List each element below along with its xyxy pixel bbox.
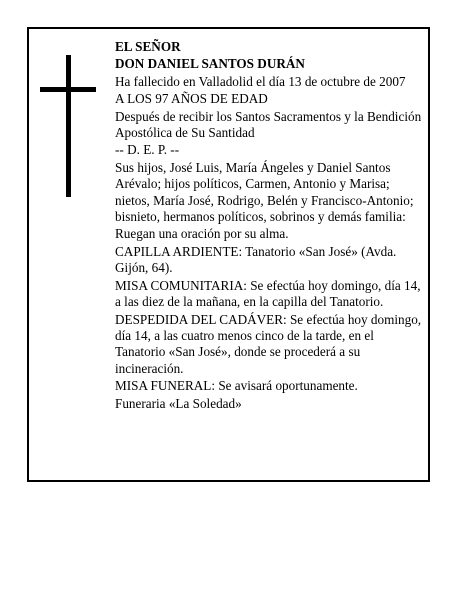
cross-vertical-bar bbox=[66, 55, 71, 197]
misa-comunitaria-paragraph: MISA COMUNITARIA: Se efectúa hoy domingo, día 14, a las diez de la mañana, en la capilla del Tanatorio. bbox=[115, 277, 421, 310]
despedida-paragraph: DESPEDIDA DEL CADÁVER: Se efectúa hoy domingo, día 14, a las cuatro menos cinco de la tarde, en el Tanatorio «San José», donde se procederá a su incineración. bbox=[115, 311, 422, 376]
capilla-paragraph: CAPILLA ARDIENTE: Tanatorio «San José» (Avda. Gijón, 64). bbox=[115, 243, 397, 276]
dep-line: -- D. E. P. -- bbox=[115, 142, 180, 158]
cross-horizontal-bar bbox=[40, 87, 96, 92]
funeraria-line: Funeraria «La Soledad» bbox=[115, 395, 242, 411]
age-line: A LOS 97 AÑOS DE EDAD bbox=[115, 91, 268, 107]
death-line: Ha fallecido en Valladolid el día 13 de octubre de 2007 bbox=[115, 73, 406, 89]
misa-funeral-line: MISA FUNERAL: Se avisará oportunamente. bbox=[115, 378, 358, 394]
obituary-frame bbox=[27, 27, 430, 482]
obituary-text bbox=[115, 39, 427, 413]
heading-title: EL SEÑOR bbox=[115, 39, 181, 54]
deceased-name: DON DANIEL SANTOS DURÁN bbox=[115, 56, 305, 72]
sacraments-paragraph: Después de recibir los Santos Sacramentos y la Bendición Apostólica de Su Santidad bbox=[115, 108, 422, 141]
family-paragraph: Sus hijos, José Luis, María Ángeles y Daniel Santos Arévalo; hijos políticos, Carmen, Antonio y Marisa; nietos, María José, Rodrigo, Belén y Francisco-Antonio; bisnieto, hermanos políticos, sobrinos y demás familia: bbox=[115, 159, 414, 225]
prayer-line: Ruegan una oración por su alma. bbox=[115, 226, 289, 242]
